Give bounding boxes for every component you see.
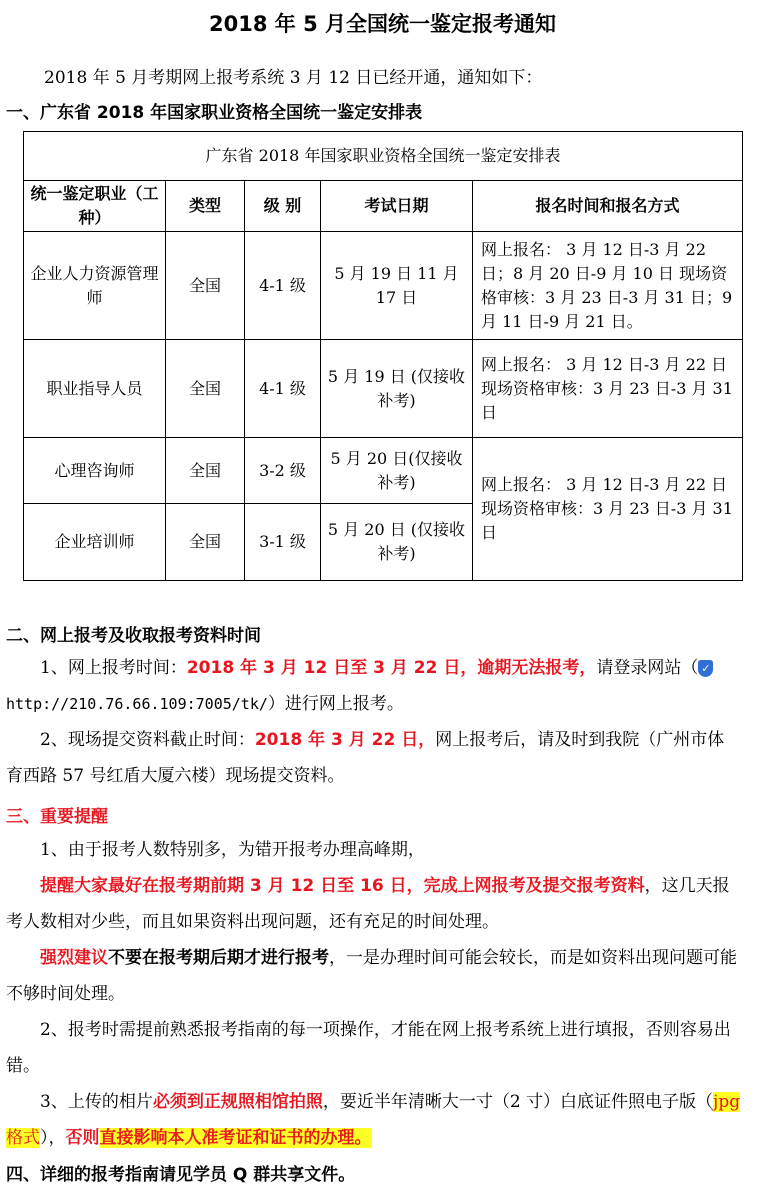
text: ，这几天报考人数相对少些，而且如果资料出现问题，还有充足的时间处理。 (6, 876, 730, 932)
cell-type: 全国 (166, 340, 245, 438)
cell-date: 5 月 19 日 (仅接收补考) (321, 340, 473, 438)
section-2-heading: 二、网上报考及收取报考资料时间 (6, 626, 261, 646)
text-red: 提醒大家最好在报考期前期 3 月 12 日至 16 日，完成上网报考及提交报考资料 (40, 876, 645, 896)
table-caption: 广东省 2018 年国家职业资格全国统一鉴定安排表 (24, 132, 743, 181)
text: 3、上传的相片 (40, 1092, 153, 1112)
intro-text: 2018 年 5 月考期网上报考系统 3 月 12 日已经开通，通知如下： (44, 68, 543, 88)
cell-date: 5 月 19 日 11 月 17 日 (321, 232, 473, 340)
cell-registration: 网上报名： 3 月 12 日-3 月 22 日 现场资格审核：3 月 23 日-3 月 31 日 (473, 340, 743, 438)
header-job: 统一鉴定职业（工种） (24, 181, 166, 232)
section-3-paragraph-2 (6, 868, 741, 940)
text: 2、现场提交资料截止时间： (40, 730, 255, 750)
text: ）， (40, 1128, 66, 1148)
section-3-paragraph-3 (6, 940, 741, 1012)
text: 请登录网站（ (596, 658, 699, 678)
cell-level: 4-1 级 (245, 232, 321, 340)
section-4-heading: 四、详细的报考指南请见学员 Q 群共享文件。 (6, 1165, 356, 1185)
text: ，要近半年清晰大一寸（2 寸）白底证件照电子版（ (322, 1092, 714, 1112)
cell-registration: 网上报名： 3 月 12 日-3 月 22 日；8 月 20 日-9 月 10 日 现场资格审核：3 月 23 日-3 月 31 日；9 月 11 日-9 月 21 日。 (473, 232, 743, 340)
shield-icon: ✓ (698, 660, 713, 677)
section-2-paragraph-2 (6, 722, 741, 794)
text-red: 否则 (65, 1128, 100, 1148)
cell-job: 职业指导人员 (24, 340, 166, 438)
cell-type: 全国 (166, 438, 245, 504)
cell-level: 3-2 级 (245, 438, 321, 504)
cell-level: 3-1 级 (245, 504, 321, 581)
cell-level: 4-1 级 (245, 340, 321, 438)
section-2-paragraph-1 (6, 650, 741, 722)
cell-job: 企业培训师 (24, 504, 166, 581)
text-red: 2018 年 3 月 22 日， (254, 730, 436, 750)
header-type: 类型 (166, 181, 245, 232)
text-red: 逾期无法报考， (477, 658, 597, 678)
text: ，一是办理时间可能会较长，而是如资料出现问题可能不够时间处理。 (6, 948, 737, 1004)
text-red: 2018 年 3 月 12 日至 3 月 22 日， (186, 658, 478, 678)
text-red: 必须到正规照相馆拍照 (152, 1092, 323, 1112)
schedule-table (23, 131, 743, 581)
cell-date: 5 月 20 日 (仅接收补考) (321, 504, 473, 581)
section-3-paragraph-5 (6, 1084, 741, 1156)
registration-link[interactable]: http://210.76.66.109:7005/tk/ (6, 695, 268, 713)
cell-job: 心理咨询师 (24, 438, 166, 504)
table-row (24, 232, 743, 340)
text: 网上报考后，请及时到我院（广州市体育西路 57 号红盾大厦六楼）现场提交资料。 (6, 730, 725, 786)
text-bold: 不要在报考期后期才进行报考 (108, 948, 329, 968)
cell-registration: 网上报名： 3 月 12 日-3 月 22 日 现场资格审核：3 月 23 日-3 月 31 日 (473, 438, 743, 581)
table-row (24, 438, 743, 504)
document-title: 2018 年 5 月全国统一鉴定报考通知 (209, 12, 556, 36)
cell-type: 全国 (166, 504, 245, 581)
text: 1、网上报考时间： (40, 658, 187, 678)
section-3-heading: 三、重要提醒 (6, 807, 108, 827)
table-row (24, 340, 743, 438)
header-registration: 报名时间和报名方式 (473, 181, 743, 232)
header-level: 级 别 (245, 181, 321, 232)
cell-date: 5 月 20 日(仅接收补考) (321, 438, 473, 504)
cell-type: 全国 (166, 232, 245, 340)
header-date: 考试日期 (321, 181, 473, 232)
text-red: 强烈建议 (40, 948, 108, 968)
section-1-heading: 一、广东省 2018 年国家职业资格全国统一鉴定安排表 (6, 103, 423, 123)
section-3-paragraph-1: 1、由于报考人数特别多，为错开报考办理高峰期， (40, 840, 425, 860)
text: ）进行网上报考。 (267, 694, 404, 714)
text-highlight: jpg 格式 (6, 1092, 741, 1148)
section-3-paragraph-4: 2、报考时需提前熟悉报考指南的每一项操作，才能在网上报考系统上进行填报，否则容易出错。 (6, 1020, 731, 1076)
text-highlight: 直接影响本人准考证和证书的办理。 (99, 1128, 372, 1148)
cell-job: 企业人力资源管理师 (24, 232, 166, 340)
